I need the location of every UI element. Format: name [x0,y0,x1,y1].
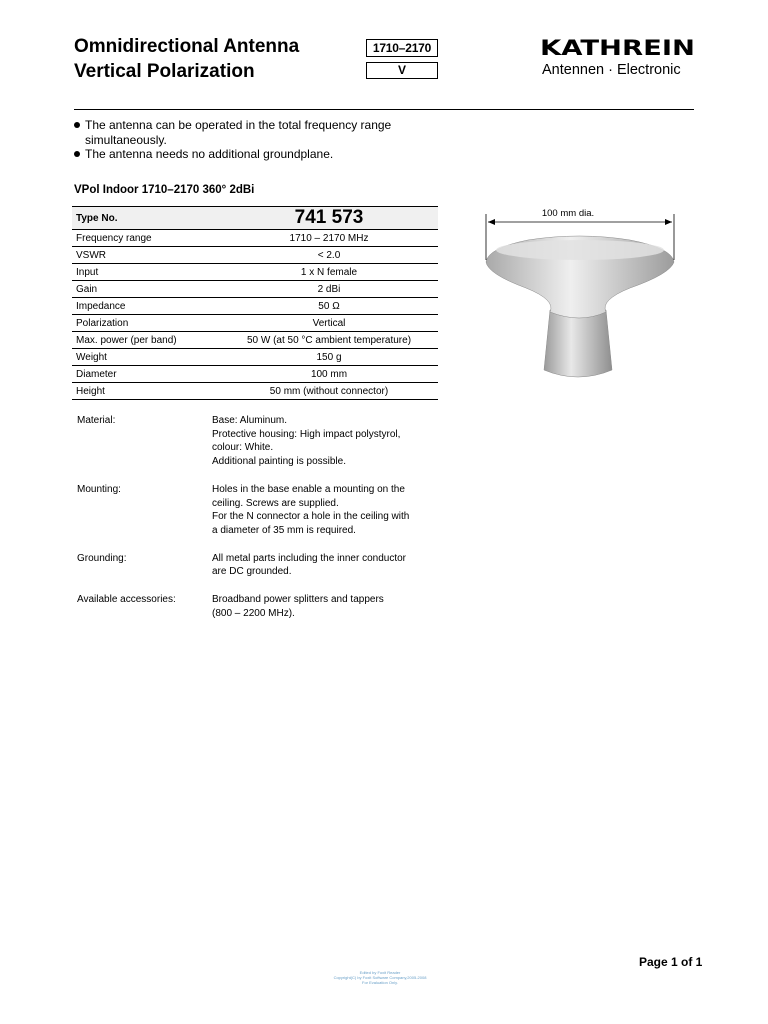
type-label: Type No. [72,207,220,230]
antenna-top-rim [496,240,664,260]
antenna-illustration [480,200,680,390]
spec-label: Input [72,264,220,281]
product-title: VPol Indoor 1710–2170 360° 2dBi [74,184,255,196]
spec-label: Weight [72,349,220,366]
spec-value: Vertical [220,315,438,332]
spec-label: VSWR [72,247,220,264]
detail-line: Broadband power splitters and tappers [212,594,384,606]
dimension-label: 100 mm dia. [541,208,595,219]
title-line-2: Vertical Polarization [74,61,255,82]
list-item [74,147,454,162]
table-row [72,264,438,281]
detail-line: ceiling. Screws are supplied. [212,497,339,509]
page-number: Page 1 of 1 [639,955,703,969]
detail-line: (800 – 2200 MHz). [212,607,295,619]
spec-value: < 2.0 [220,247,438,264]
spec-value: 50 Ω [220,298,438,315]
detail-line: colour: White. [212,442,274,454]
detail-line: are DC grounded. [212,566,292,578]
spec-label: Max. power (per band) [72,332,220,349]
bullet-text: The antenna needs no additional groundplane. [85,147,334,161]
table-row [72,315,438,332]
specs-table [72,206,438,400]
frequency-code-box: 1710–2170 [366,39,438,57]
table-row [72,332,438,349]
detail-line: Holes in the base enable a mounting on the [212,483,405,495]
type-number: 741 573 [220,207,438,230]
antenna-connector [544,310,612,377]
arrow-left-icon [488,219,495,225]
kathrein-logo [540,36,696,58]
bullet-icon [74,122,80,128]
spec-value: 1 x N female [220,264,438,281]
spec-value: 2 dBi [220,281,438,298]
table-row [72,366,438,383]
footer-watermark [280,970,480,985]
spec-label: Polarization [72,315,220,332]
details-section [77,414,437,634]
title-line-1: Omnidirectional Antenna [74,36,300,57]
detail-line: Protective housing: High impact polystyrol, [212,428,401,440]
detail-accessories [77,593,437,620]
spec-label: Height [72,383,220,400]
spec-label: Frequency range [72,230,220,247]
table-row [72,281,438,298]
detail-material [77,414,437,469]
list-item [74,118,454,133]
spec-label: Impedance [72,298,220,315]
table-row [72,383,438,400]
spec-value: 50 W (at 50 °C ambient temperature) [220,332,438,349]
detail-line: For the N connector a hole in the ceiling with [212,511,410,523]
detail-mounting [77,483,437,538]
polarization-code-box: V [366,62,438,79]
feature-list [74,118,454,162]
page-title [74,34,299,84]
detail-label: Available accessories: [77,594,176,606]
table-row [72,230,438,247]
detail-label: Mounting: [77,483,121,495]
detail-line: Base: Aluminum. [212,415,288,426]
detail-value [212,483,437,538]
table-row [72,349,438,366]
detail-label: Grounding: [77,552,127,564]
table-row [72,207,438,230]
spec-label: Gain [72,281,220,298]
footer-line: Copyright(C) by Foxit Software Company,2005-2008 [333,975,427,980]
detail-value [212,552,437,579]
brand-name: KATHREIN [540,36,695,58]
spec-value: 50 mm (without connector) [220,383,438,400]
detail-grounding [77,552,437,579]
spec-value: 100 mm [220,366,438,383]
detail-label: Material: [77,415,116,426]
detail-value [212,593,437,620]
detail-line: Additional painting is possible. [212,456,346,468]
brand-subtitle: Antennen · Electronic [542,62,681,78]
detail-line: a diameter of 35 mm is required. [212,524,356,536]
header-divider [74,109,694,110]
bullet-icon [74,151,80,157]
table-row [72,247,438,264]
bullet-text: simultaneously. [85,132,167,147]
footer-line: For Evaluation Only. [362,980,398,985]
footer-line: Edited by Foxit Reader [359,970,401,975]
spec-label: Diameter [72,366,220,383]
arrow-right-icon [665,219,672,225]
detail-value [212,414,437,469]
spec-value: 1710 – 2170 MHz [220,230,438,247]
list-item [74,133,454,148]
table-row [72,298,438,315]
spec-value: 150 g [220,349,438,366]
bullet-text: The antenna can be operated in the total frequency range [85,118,392,132]
detail-line: All metal parts including the inner conductor [212,552,406,564]
